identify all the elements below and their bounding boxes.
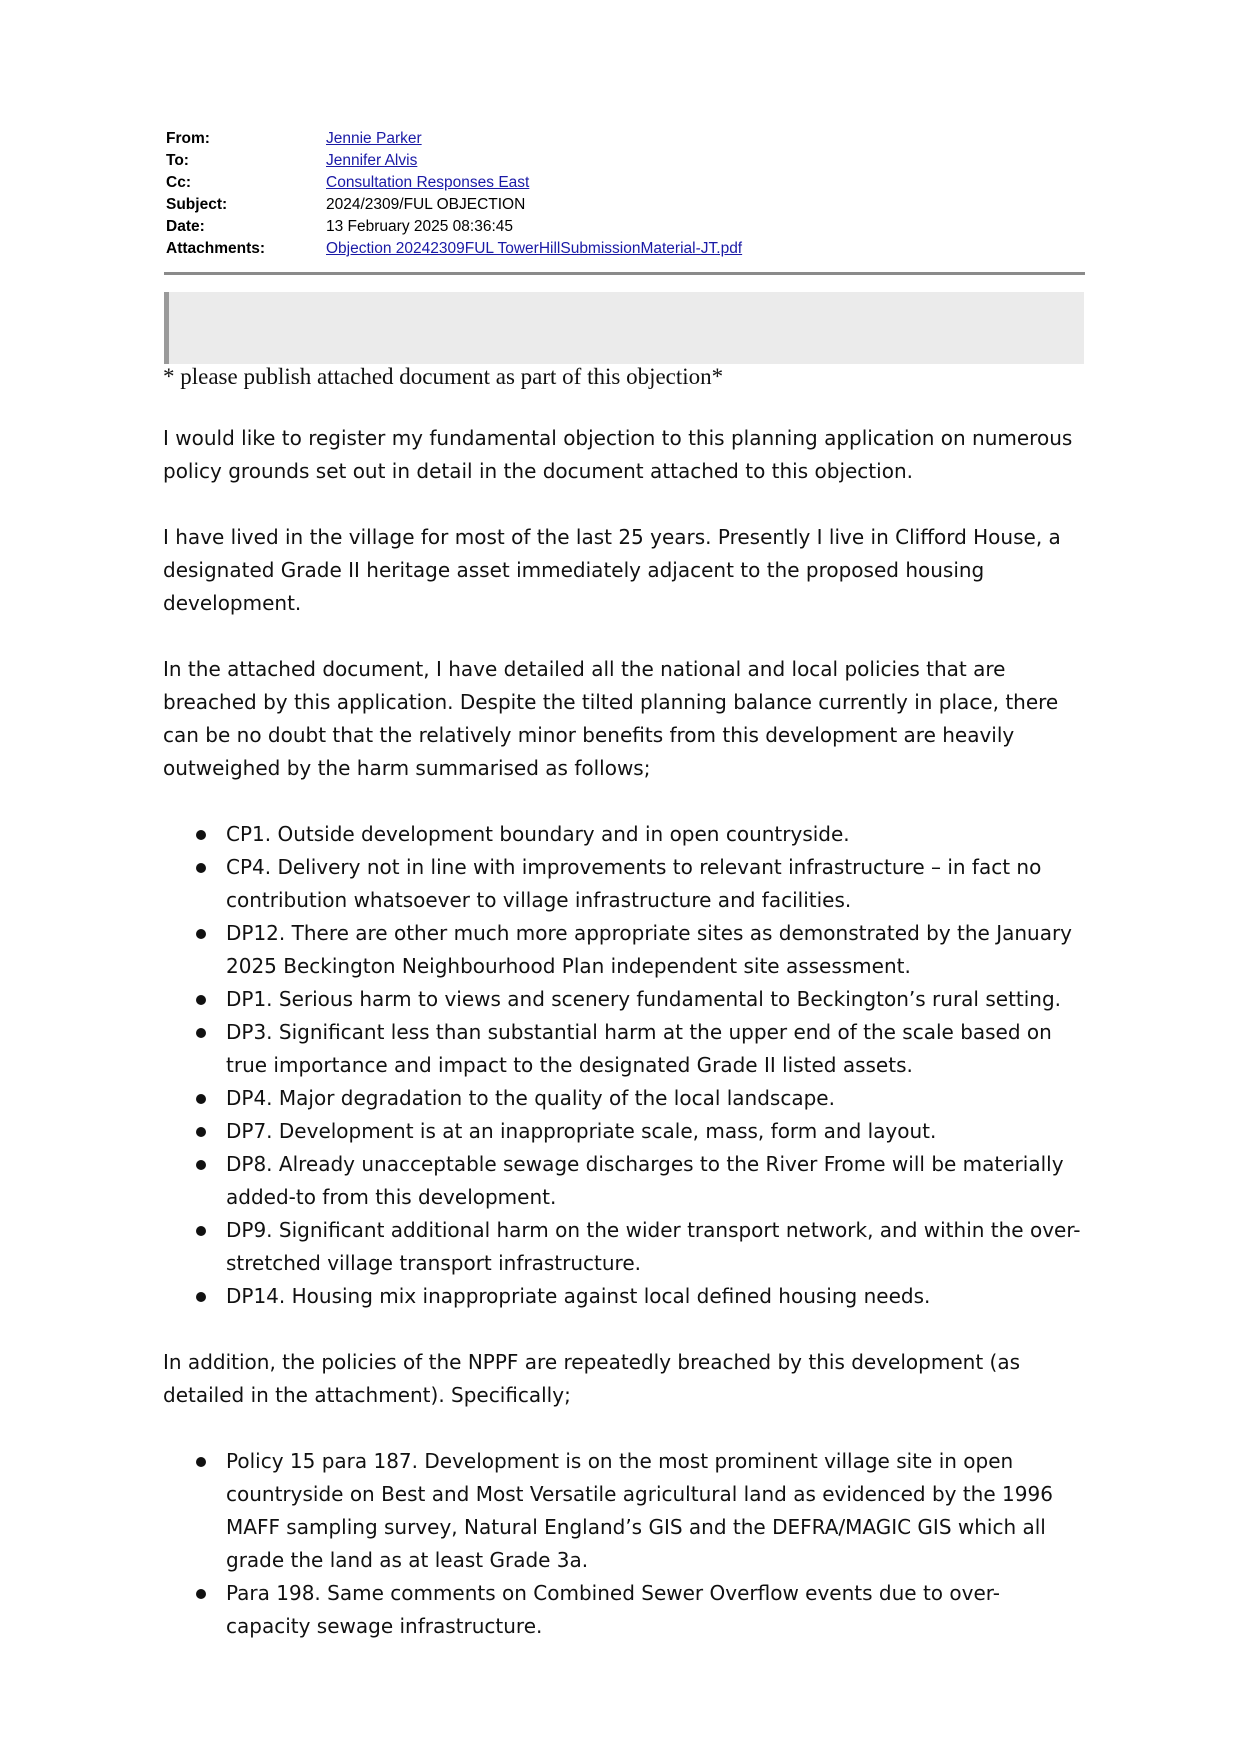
list-item: [226, 851, 1083, 917]
bullet-icon: [196, 1028, 206, 1038]
bullet-icon: [196, 830, 206, 840]
list-item-text: DP14. Housing mix inappropriate against local defined housing needs.: [226, 1284, 931, 1308]
list-item-text: DP3. Significant less than substantial harm at the upper end of the scale based on true importance and impact to the designated Grade II listed assets.: [226, 1020, 1052, 1077]
caution-banner: [164, 292, 1084, 364]
list-item: [226, 917, 1083, 983]
bullet-icon: [196, 863, 206, 873]
list-item-text: CP4. Delivery not in line with improvements to relevant infrastructure – in fact no contribution whatsoever to village infrastructure and facilities.: [226, 855, 1042, 912]
attachments-row: [166, 238, 1086, 260]
list-item-text: DP7. Development is at an inappropriate scale, mass, form and layout.: [226, 1119, 937, 1143]
list-item: [226, 983, 1083, 1016]
to-link[interactable]: Jennifer Alvis: [326, 152, 418, 169]
list-item-text: Policy 15 para 187. Development is on the most prominent village site in open countryside on Best and Most Versatile agricultural land as evidenced by the 1996 MAFF sampling survey, Natural England’s GIS and the DEFRA/MAGIC GIS which all grade the land as at least Grade 3a.: [226, 1449, 1053, 1572]
cc-label: Cc:: [166, 174, 191, 191]
list-item-text: CP1. Outside development boundary and in open countryside.: [226, 822, 850, 846]
header-divider: [164, 272, 1085, 275]
list-item-text: DP1. Serious harm to views and scenery fundamental to Beckington’s rural setting.: [226, 987, 1062, 1011]
attachments-label: Attachments:: [166, 240, 266, 257]
nppf-policy-list: [163, 1445, 1083, 1643]
paragraph-policies-intro: In the attached document, I have detailed all the national and local policies that are breached by this application. Despite the tilted planning balance currently in place, there can be no doubt that the relatively minor benefits from this development are heavily outweighed by the harm summarised as follows;: [163, 657, 1059, 780]
list-item-text: Para 198. Same comments on Combined Sewer Overflow events due to over-capacity sewage infrastructure.: [226, 1581, 1000, 1638]
list-item: [226, 1115, 1083, 1148]
list-item: [226, 1016, 1083, 1082]
bullet-icon: [196, 995, 206, 1005]
bullet-icon: [196, 1127, 206, 1137]
list-item-text: DP8. Already unacceptable sewage discharges to the River Frome will be materially added-to from this development.: [226, 1152, 1064, 1209]
paragraph-nppf-intro: In addition, the policies of the NPPF are repeatedly breached by this development (as detailed in the attachment). Specifically;: [163, 1350, 1020, 1407]
to-row: [166, 150, 1086, 172]
bullet-icon: [196, 1160, 206, 1170]
cc-link[interactable]: Consultation Responses East: [326, 174, 530, 191]
local-policy-list: [163, 818, 1083, 1313]
bullet-icon: [196, 1589, 206, 1599]
paragraph-residence: I have lived in the village for most of the last 25 years. Presently I live in Clifford House, a designated Grade II heritage asset immediately adjacent to the proposed housing development.: [163, 525, 1061, 615]
list-item: [226, 1577, 1083, 1643]
subject-value: 2024/2309/FUL OBJECTION: [326, 196, 526, 213]
email-header: [166, 128, 1086, 260]
bullet-icon: [196, 929, 206, 939]
paragraph-objection: I would like to register my fundamental objection to this planning application on numerous policy grounds set out in detail in the document attached to this objection.: [163, 426, 1073, 483]
list-item: [226, 818, 1083, 851]
cc-row: [166, 172, 1086, 194]
from-label: From:: [166, 130, 210, 147]
from-row: [166, 128, 1086, 150]
list-item: [226, 1445, 1083, 1577]
date-value: 13 February 2025 08:36:45: [326, 218, 513, 235]
subject-row: [166, 194, 1086, 216]
list-item-text: DP4. Major degradation to the quality of the local landscape.: [226, 1086, 835, 1110]
list-item: [226, 1148, 1083, 1214]
from-link[interactable]: Jennie Parker: [326, 130, 422, 147]
list-item: [226, 1280, 1083, 1313]
list-item-text: DP12. There are other much more appropriate sites as demonstrated by the January 2025 Beckington Neighbourhood Plan independent site assessment.: [226, 921, 1073, 978]
date-row: [166, 216, 1086, 238]
publish-note: * please publish attached document as part of this objection*: [163, 364, 724, 389]
date-label: Date:: [166, 218, 205, 235]
bullet-icon: [196, 1226, 206, 1236]
attachment-link[interactable]: Objection 20242309FUL TowerHillSubmissionMaterial-JT.pdf: [326, 240, 743, 257]
bullet-icon: [196, 1292, 206, 1302]
subject-label: Subject:: [166, 196, 228, 213]
to-label: To:: [166, 152, 189, 169]
list-item-text: DP9. Significant additional harm on the wider transport network, and within the over-stretched village transport infrastructure.: [226, 1218, 1081, 1275]
bullet-icon: [196, 1457, 206, 1467]
bullet-icon: [196, 1094, 206, 1104]
list-item: [226, 1214, 1083, 1280]
email-body: [163, 422, 1083, 1676]
list-item: [226, 1082, 1083, 1115]
